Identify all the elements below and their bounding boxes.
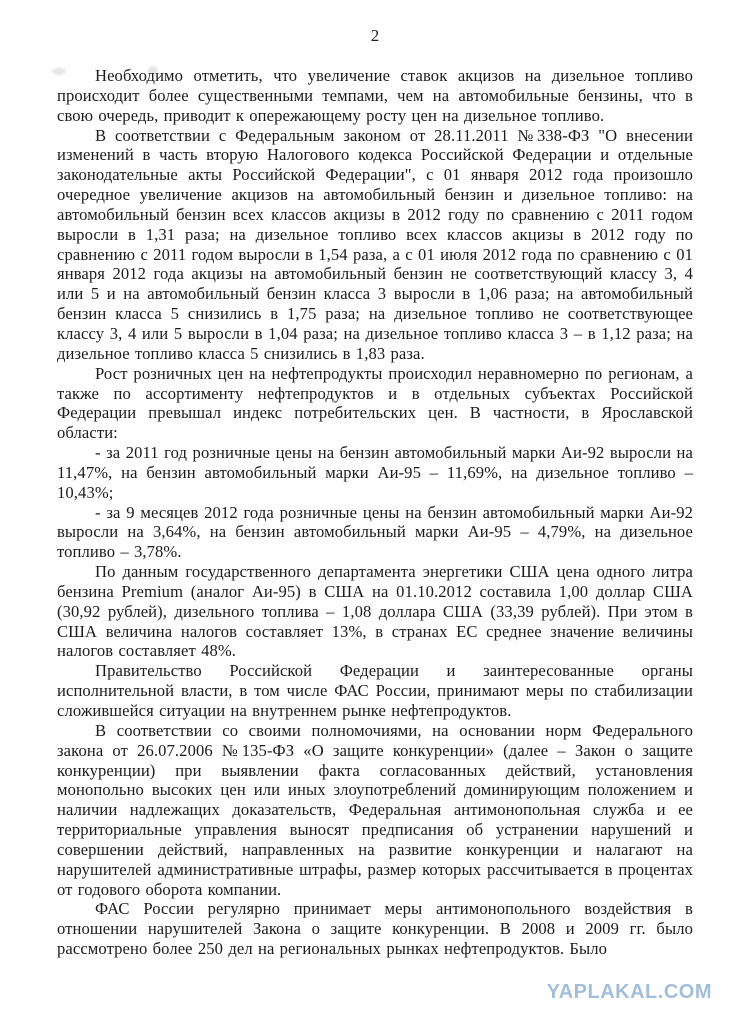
- paragraph: В соответствии со своими полномочиями, на основании норм Федерального закона от 26.07.2006 №135-ФЗ «О защите конкуренции» (далее – Закон о защите конкуренции) при выявлении факта согласованных действий, установления монопольно высоких цен или иных злоупотреблений доминирующим положением и наличии надлежащих доказательств, Федеральная антимонопольная служба и ее территориальные управления выносят предписания об устранении нарушений и совершении действий, направленных на развитие конкуренции и налагают на нарушителей административные штрафы, размер которых рассчитывается в процентах от годового оборота компании.: [57, 720, 693, 899]
- document-body: [57, 66, 693, 959]
- page-number: 2: [370, 26, 380, 45]
- watermark: YAPLAKAL.COM: [546, 981, 712, 1003]
- paragraph: По данным государственного департамента энергетики США цена одного литра бензина Premium (аналог Аи-95) в США на 01.10.2012 составила 1,00 доллар США (30,92 рублей), дизельного топлива – 1,08 доллара США (33,39 рублей). При этом в США величина налогов составляет 13%, в странах ЕС среднее значение величины налогов составляет 48%.: [57, 562, 693, 661]
- paragraph: - за 2011 год розничные цены на бензин автомобильный марки Аи-92 выросли на 11,47%, на бензин автомобильный марки Аи-95 – 11,69%, на дизельное топливо – 10,43%;: [57, 443, 693, 502]
- paragraph: В соответствии с Федеральным законом от 28.11.2011 №338-ФЗ "О внесении изменений в часть вторую Налогового кодекса Российской Федерации и отдельные законодательные акты Российской Федерации", с 01 января 2012 года произошло очередное увеличение акцизов на автомобильный бензин и дизельное топливо: на автомобильный бензин всех классов акцизы в 2012 году по сравнению с 2011 годом выросли в 1,31 раза; на дизельное топливо всех классов акцизы в 2012 году по сравнению с 2011 годом выросли в 1,54 раза, а с 01 июля 2012 года по сравнению с 01 января 2012 года акцизы на автомобильный бензин не соответствующий классу 3, 4 или 5 и на автомобильный бензин класса 3 выросли в 1,06 раза; на автомобильный бензин класса 5 снизились в 1,75 раза; на дизельное топливо не соответствующее классу 3, 4 или 5 выросли в 1,04 раза; на дизельное топливо класса 3 – в 1,12 раза; на дизельное топливо класса 5 снизились в 1,83 раза.: [57, 125, 693, 363]
- paragraph: Правительство Российской Федерации и заинтересованные органы исполнительной власти, в том числе ФАС России, принимают меры по стабилизации сложившейся ситуации на внутреннем рынке нефтепродуктов.: [57, 661, 693, 720]
- paragraph: Необходимо отметить, что увеличение ставок акцизов на дизельное топливо происходит более существенными темпами, чем на автомобильные бензины, что в свою очередь, приводит к опережающему росту цен на дизельное топливо.: [57, 66, 693, 125]
- paragraph: ФАС России регулярно принимает меры антимонопольного воздействия в отношении нарушителей Закона о защите конкуренции. В 2008 и 2009 гг. было рассмотрено более 250 дел на региональных рынках нефтепродуктов. Было: [57, 899, 693, 959]
- paragraph: - за 9 месяцев 2012 года розничные цены на бензин автомобильный марки Аи-92 выросли на 3,64%, на бензин автомобильный марки Аи-95 – 4,79%, на дизельное топливо – 3,78%.: [57, 502, 693, 562]
- paragraph: Рост розничных цен на нефтепродукты происходил неравномерно по регионам, а также по ассортименту нефтепродуктов и в отдельных субъектах Российской Федерации превышал индекс потребительских цен. В частности, в Ярославской области:: [57, 363, 693, 443]
